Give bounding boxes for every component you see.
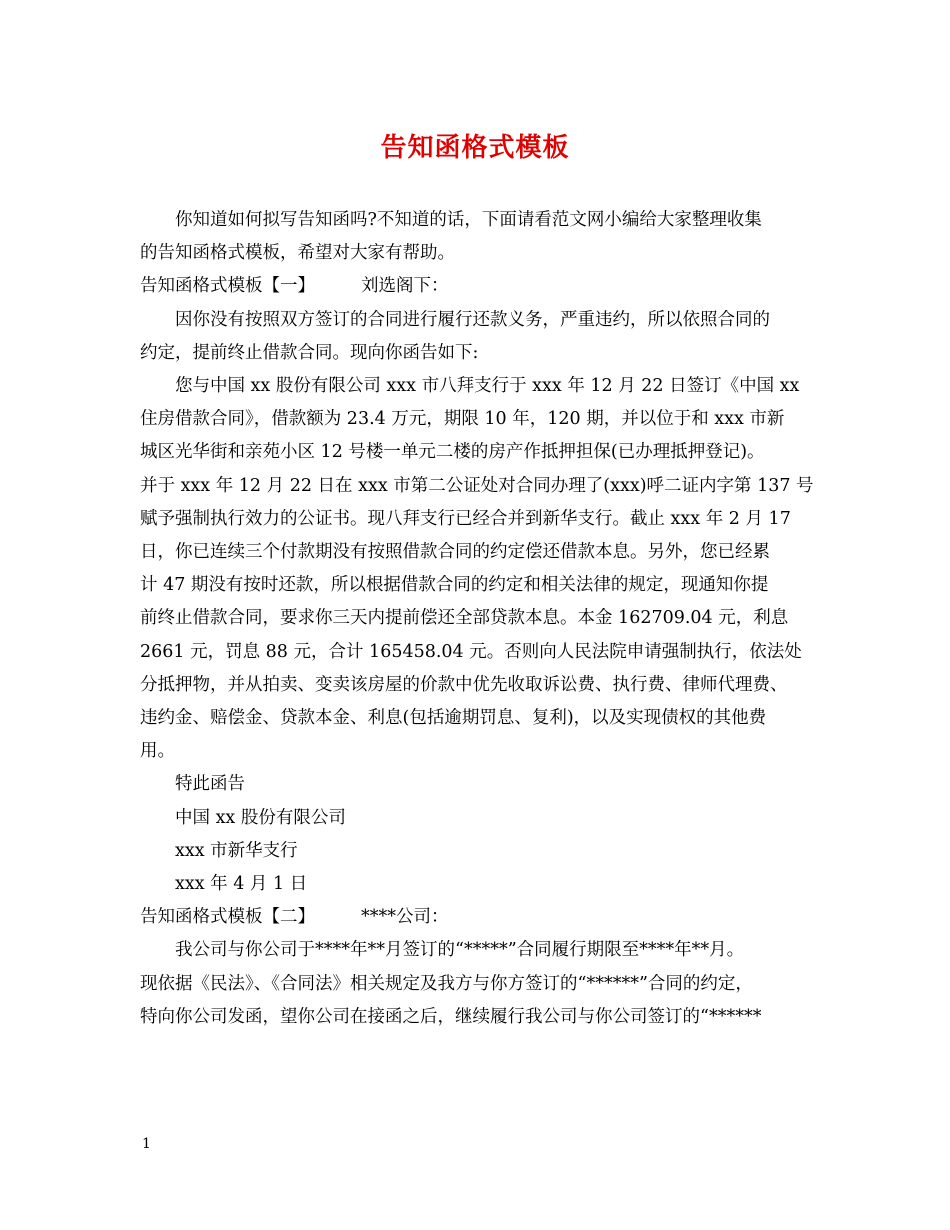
signature-company: 中国 xx 股份有限公司: [175, 807, 346, 828]
intro-paragraph-line: 的告知函格式模板，希望对大家有帮助。: [140, 243, 455, 264]
paragraph-line: 赋予强制执行效力的公证书。现八拜支行已经合并到新华支行。截止 xxx 年 2 月 17: [140, 508, 791, 529]
paragraph-line: 前终止借款合同，要求你三天内提前偿还全部贷款本息。本金 162709.04 元，利息: [140, 608, 789, 629]
paragraph-line: 约定，提前终止借款合同。现向你函告如下:: [140, 342, 479, 363]
paragraph-line: 日，你已连续三个付款期没有按照借款合同的约定偿还借款本息。另外，您已经累: [140, 542, 770, 563]
paragraph-line: 我公司与你公司于****年**月签订的“*****”合同履行期限至****年**月。: [175, 940, 745, 961]
paragraph-line: 用。: [140, 741, 175, 762]
signature-date: xxx 年 4 月 1 日: [175, 874, 308, 895]
section-heading-1: [140, 270, 830, 303]
paragraph-line: 2661 元，罚息 88 元，合计 165458.04 元。否则向人民法院申请强制执行，依法处: [140, 641, 802, 662]
salutation: ****公司：: [361, 907, 449, 928]
section-heading-label: 告知函格式模板【一】: [140, 276, 315, 297]
paragraph-line: 住房借款合同》，借款额为 23.4 万元，期限 10 年，120 期，并以位于和 xxx 市新: [140, 409, 785, 430]
signature-branch: xxx 市新华支行: [175, 840, 298, 861]
intro-paragraph-line: 你知道如何拟写告知函吗?不知道的话，下面请看范文网小编给大家整理收集: [175, 210, 762, 230]
closing-line: 特此函告: [175, 774, 245, 795]
paragraph-line: 分抵押物，并从拍卖、变卖该房屋的价款中优先收取诉讼费、执行费、律师代理费、: [140, 674, 788, 695]
section-heading-label: 告知函格式模板【二】: [140, 907, 315, 928]
paragraph-line: 城区光华街和亲苑小区 12 号楼一单元二楼的房产作抵押担保(已办理抵押登记)。: [140, 442, 765, 463]
document-body: [140, 204, 830, 1034]
page-number: 1: [142, 1136, 151, 1152]
salutation: 刘选阁下：: [361, 276, 449, 297]
paragraph-line: 现依据《民法》、《合同法》相关规定及我方与你方签订的“******”合同的约定，: [140, 973, 753, 994]
paragraph-line: 特向你公司发函，望你公司在接函之后，继续履行我公司与你公司签订的“******: [140, 1006, 762, 1027]
paragraph-line: 您与中国 xx 股份有限公司 xxx 市八拜支行于 xxx 年 12 月 22 日签订《中国 xx: [175, 376, 800, 397]
paragraph-line: 违约金、赔偿金、贷款本金、利息(包括逾期罚息、复利)，以及实现债权的其他费: [140, 708, 767, 729]
paragraph-line: 计 47 期没有按时还款，所以根据借款合同的约定和相关法律的规定，现通知你提: [140, 575, 769, 596]
section-heading-2: [140, 901, 830, 934]
paragraph-line: 因你没有按照双方签订的合同进行履行还款义务，严重违约，所以依照合同的: [175, 309, 770, 330]
document-title: 告知函格式模板: [380, 133, 570, 163]
paragraph-line: 并于 xxx 年 12 月 22 日在 xxx 市第二公证处对合同办理了(xxx)呼二证内字第 137 号: [140, 475, 814, 496]
